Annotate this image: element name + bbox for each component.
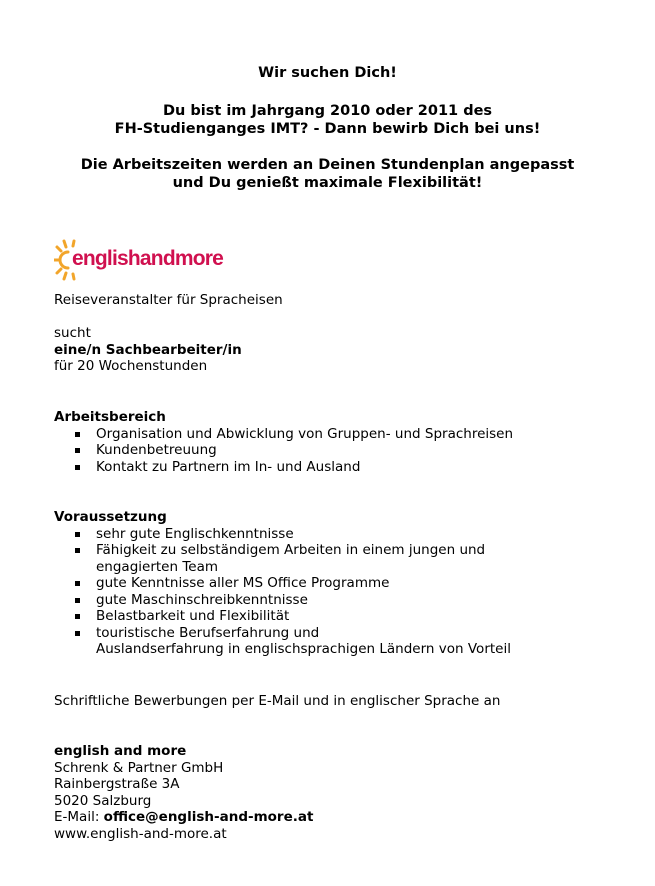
- position-hours: für 20 Wochenstunden: [54, 358, 208, 374]
- list-item-text: touristische Berufserfahrung und: [96, 624, 320, 641]
- list-item: [54, 625, 511, 658]
- list-item: [54, 542, 511, 575]
- list-item-text: engagierten Team: [96, 558, 219, 575]
- contact-block: [54, 743, 313, 842]
- list-item: [54, 592, 511, 609]
- voraussetzung-section: [54, 509, 511, 658]
- position-title: eine/n Sachbearbeiter/in: [54, 341, 242, 358]
- voraussetzung-list: [54, 526, 511, 658]
- voraussetzung-heading: Voraussetzung: [54, 509, 167, 525]
- headline-4: Die Arbeitszeiten werden an Deinen Stundenplan angepasst: [80, 157, 575, 173]
- list-item: [54, 608, 511, 625]
- headline-1: Wir suchen Dich!: [258, 65, 397, 81]
- website-link[interactable]: www.english-and-more.at: [54, 825, 227, 842]
- list-item-text: Fähigkeit zu selbständigem Arbeiten in einem jungen und: [96, 542, 486, 558]
- list-item-text: Organisation und Abwicklung von Gruppen- und Sprachreisen: [96, 425, 514, 442]
- list-item: [54, 526, 511, 543]
- arbeitsbereich-heading: Arbeitsbereich: [54, 409, 166, 425]
- list-item-text: sehr gute Englischkenntnisse: [96, 525, 294, 542]
- email-link[interactable]: office@english-and-more.at: [103, 809, 314, 825]
- list-item-text: gute Kenntnisse aller MS Office Programme: [96, 575, 390, 591]
- list-item: [54, 442, 513, 459]
- contact-street: Rainbergstraße 3A: [54, 776, 180, 792]
- list-item-text: Kontakt zu Partnern im In- und Ausland: [96, 458, 361, 475]
- contact-name: english and more: [54, 743, 187, 759]
- logo-text-english: englishand: [72, 247, 175, 270]
- list-item: [54, 426, 513, 443]
- contact-email-line: [54, 809, 313, 826]
- bullet-icon: [75, 448, 80, 453]
- bullet-icon: [75, 548, 80, 553]
- list-item: [54, 459, 513, 476]
- contact-company: Schrenk & Partner GmbH: [54, 759, 224, 776]
- list-item-text: Belastbarkeit und Flexibilität: [96, 608, 290, 624]
- headline-2: Du bist im Jahrgang 2010 oder 2011 des: [162, 103, 493, 119]
- bullet-icon: [75, 631, 80, 636]
- contact-city: 5020 Salzburg: [54, 792, 152, 809]
- headline-5: und Du genießt maximale Flexibilität!: [172, 175, 483, 191]
- email-label: E-Mail:: [54, 809, 104, 825]
- bullet-icon: [75, 581, 80, 586]
- position-block: [54, 325, 242, 375]
- arbeitsbereich-list: [54, 426, 513, 476]
- position-intro: sucht: [54, 325, 91, 341]
- logo-text-more: more: [174, 247, 224, 270]
- bullet-icon: [75, 532, 80, 537]
- bullet-icon: [75, 598, 80, 603]
- list-item-text: Auslandserfahrung in englischsprachigen Ländern von Vorteil: [96, 641, 511, 657]
- application-note: Schriftliche Bewerbungen per E-Mail und in englischer Sprache an: [54, 693, 501, 709]
- list-item-text: Kundenbetreuung: [96, 442, 217, 458]
- company-description: Reiseveranstalter für Spracheisen: [54, 292, 283, 308]
- arbeitsbereich-section: [54, 409, 513, 475]
- list-item-text: gute Maschinschreibkenntnisse: [96, 591, 308, 608]
- bullet-icon: [75, 614, 80, 619]
- company-logo: [54, 238, 244, 282]
- headline-3: FH-Studienganges IMT? - Dann bewirb Dich bei uns!: [114, 121, 541, 137]
- bullet-icon: [75, 465, 80, 470]
- bullet-icon: [75, 432, 80, 437]
- list-item: [54, 575, 511, 592]
